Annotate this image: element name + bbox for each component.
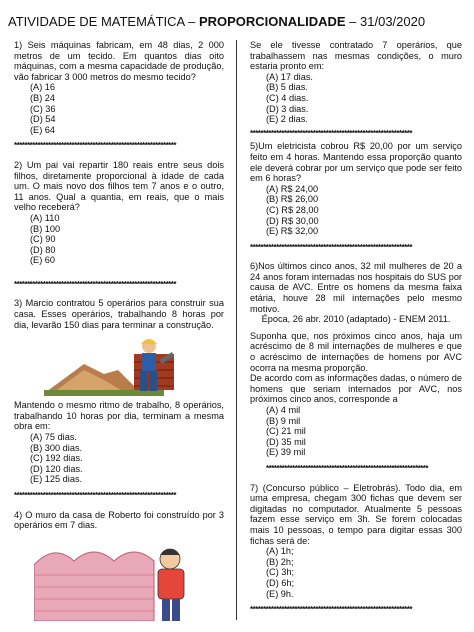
- separator-stars: **************************************************************: [250, 242, 413, 252]
- option: (B) 9 mil: [266, 415, 301, 426]
- separator-stars: **************************************************************: [14, 491, 177, 500]
- separator-stars: **************************************************************: [250, 128, 413, 138]
- wall-and-man-illustration: [34, 535, 194, 621]
- option: (C) 4 dias.: [266, 92, 309, 103]
- option: (C) 90: [30, 234, 56, 245]
- separator-stars: **************************************************************: [250, 605, 413, 615]
- question-3-text: 3) Marcio contratou 5 operários para construir sua casa. Esses operários, trabalhando 8 horas por dia, levarão 150 dias para terminar a construção.: [14, 298, 224, 330]
- left-column: [14, 40, 224, 625]
- question-7-text: 7) (Concurso público – Eletrobrás). Todo dia, em uma empresa, chegam 300 fichas que devem ser digitadas no computador. Atualmente 5 pessoas fazem esse serviço em 3h. Se forem colocadas mais 10 pessoas, o tempo para digitar essas 300 fichas será de:: [250, 482, 462, 546]
- option: (C) 21 mil: [266, 426, 306, 437]
- option: (B) 5 dias.: [266, 82, 308, 93]
- option: (D) 6h;: [266, 577, 295, 588]
- option: (A) 75 dias.: [30, 432, 77, 443]
- option: (E) 60: [30, 255, 56, 266]
- option: (D) R$ 30,00: [266, 215, 319, 226]
- separator-stars: **************************************************************: [14, 279, 177, 289]
- separator-stars: **************************************************************: [266, 463, 429, 473]
- question-2-options: [30, 213, 224, 266]
- question-6-text-3: De acordo com as informações dadas, o número de homens que seriam internados por AVC, nos próximos cinco anos, corresponde a: [250, 373, 462, 405]
- option: (D) 54: [30, 114, 56, 125]
- title-bold: PROPORCIONALIDADE: [198, 14, 346, 29]
- question-1-text: 1) Seis máquinas fabricam, em 48 dias, 2 000 metros de um tecido. Em quantos dias oito máquinas, com a mesma capacidade de produção, vão fabricar 3 000 metros do mesmo tecido?: [14, 40, 224, 82]
- option: (A) 4 mil: [266, 405, 301, 415]
- question-4-options: [266, 72, 462, 125]
- column-divider: [236, 40, 237, 620]
- option: (D) 80: [30, 244, 56, 255]
- question-3-text-2: Mantendo o mesmo ritmo de trabalho, 8 operários, trabalhando 10 horas por dia, terminam a mesma obra em:: [14, 400, 224, 432]
- option: (A) 17 dias.: [266, 71, 313, 82]
- option: (C) R$ 28,00: [266, 204, 319, 215]
- page-title: [8, 14, 425, 29]
- option: (D) 35 mil: [266, 436, 306, 447]
- option: (B) 2h;: [266, 556, 294, 567]
- option: (E) R$ 32,00: [266, 226, 319, 237]
- option: (A) 1h;: [266, 546, 294, 557]
- option: (C) 3h;: [266, 567, 295, 578]
- question-4-text: 4) O muro da casa de Roberto foi construído por 3 operários em 7 dias.: [14, 509, 224, 531]
- option: (E) 9h.: [266, 588, 294, 599]
- option: (B) R$ 26,00: [266, 194, 319, 205]
- option: (B) 24: [30, 92, 56, 103]
- title-prefix: ATIVIDADE DE MATEMÁTICA –: [8, 14, 199, 29]
- question-7-options: [266, 546, 462, 599]
- title-suffix: – 31/03/2020: [345, 14, 426, 29]
- question-6-source: Época, 26 abr. 2010 (adaptado) - ENEM 2011.: [261, 314, 451, 325]
- option: (A) R$ 24,00: [266, 183, 319, 194]
- option: (C) 36: [30, 103, 56, 114]
- question-1-options: [30, 82, 224, 135]
- construction-worker-illustration: [44, 334, 194, 396]
- option: (E) 125 dias.: [30, 474, 83, 485]
- question-3-options: [30, 432, 224, 485]
- option: (A) 16: [30, 82, 56, 93]
- option: (E) 39 mil: [266, 447, 306, 458]
- question-5-text: 5)Um eletricista cobrou R$ 20,00 por um serviço feito em 4 horas. Mantendo essa proporção quanto ele deverá cobrar por um serviço que pode ser feito em 6 horas?: [250, 141, 462, 184]
- question-6-text-2: Suponha que, nos próximos cinco anos, haja um acréscimo de 8 mil internações de mulheres e que o acréscimo de internações de homens por AVC ocorra na mesma proporção.: [250, 330, 462, 373]
- option: (E) 2 dias.: [266, 114, 308, 125]
- question-5-options: [266, 184, 462, 237]
- option: (C) 192 dias.: [30, 453, 83, 464]
- option: (B) 100: [30, 223, 61, 234]
- option: (A) 110: [30, 212, 60, 223]
- option: (B) 300 dias.: [30, 442, 83, 453]
- question-2-text: 2) Um pai vai repartir 180 reais entre seus dois filhos, diretamente proporcional à idade de cada um. O mais novo dos filhos tem 7 anos e o outro, 11 anos. Qual a quantia, em reais, que o mais velho receberá?: [14, 159, 224, 213]
- question-6-text: 6)Nos últimos cinco anos, 32 mil mulheres de 20 a 24 anos foram internadas nos hospitais do SUS por causa de AVC. Entre os homens da mesma faixa etária, houve 28 mil internações pelo mesmo motivo.: [250, 261, 462, 314]
- question-4-text-2: Se ele tivesse contratado 7 operários, que trabalhassem nas mesmas condições, o muro estaria pronto em:: [250, 40, 462, 72]
- separator-stars: **************************************************************: [14, 141, 177, 151]
- right-column: [250, 40, 462, 624]
- question-6-options: [266, 405, 462, 458]
- option: (D) 120 dias.: [30, 463, 83, 474]
- option: (E) 64: [30, 124, 56, 135]
- option: (D) 3 dias.: [266, 103, 309, 114]
